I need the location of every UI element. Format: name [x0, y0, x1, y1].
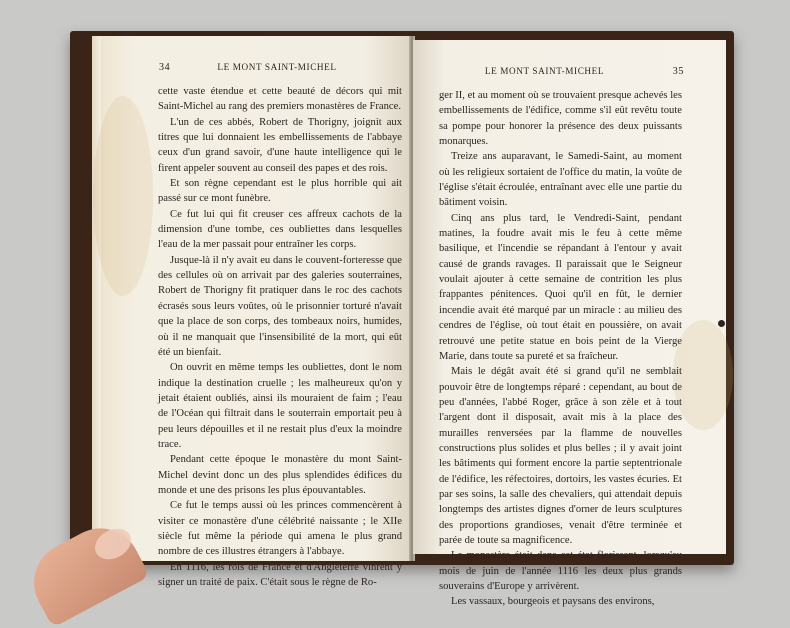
left-page-header	[103, 62, 411, 76]
paragraph: Ce fut lui qui fit creuser ces affreux cachots de la dimension d'une tombe, ces oubliettes dans lesquelles l'eau de la mer passait pour entraîner les corps.	[158, 208, 402, 251]
paragraph: Treize ans auparavant, le Samedi-Saint, au moment où les religieux sortaient de l'office du matin, la voûte de l'église s'était écroulée, entraînant avec elle une partie du bâtiment voisin.	[439, 151, 682, 209]
paragraph: Jusque-là il n'y avait eu dans le couvent-forteresse que des cellules où on arrivait par des galeries souterraines, Robert de Thorigny fit pratiquer dans le roc des cachots écrasés sous leurs voûtes, où le prisonnier torturé n'avait que la place de son corps, des tombeaux noirs, humides, où il ne manquait que l'insensibilité de la mort, qui eût été un bienfait.	[158, 254, 402, 358]
right-page	[413, 40, 726, 608]
paragraph: Et son règne cependant est le plus horrible qui ait passé sur ce mont funèbre.	[158, 178, 402, 205]
left-page	[103, 36, 411, 588]
left-page-text	[158, 84, 402, 590]
right-page-text	[439, 88, 682, 610]
right-page-header	[413, 66, 726, 80]
paragraph: En 1116, les rois de France et d'Angleterre vinrent y signer un traité de paix. C'était sous le règne de Ro-	[158, 561, 402, 588]
left-running-title: LE MONT SAINT-MICHEL	[217, 62, 337, 72]
paragraph: Les vassaux, bourgeois et paysans des environs,	[451, 596, 655, 608]
paragraph: On ouvrit en même temps les oubliettes, dont le nom indique la destination cruelle ; les malheureux qu'on y jetait étaient oubliés, ainsi ils mouraient de faim ; l'eau de l'Océan qui filtrait dans le souterrain emportait peu à peu leurs dépouilles et il ne restait plus d'eux la moindre trace.	[158, 362, 402, 450]
paper-stain	[93, 96, 153, 296]
right-running-title: LE MONT SAINT-MICHEL	[484, 66, 605, 76]
right-page-number: 35	[672, 66, 684, 77]
ink-mark	[718, 320, 725, 327]
left-page-number: 34	[159, 62, 171, 73]
paragraph: Mais le dégât avait été si grand qu'il ne semblait pouvoir être de longtemps réparé : cependant, au bout de peu d'années, l'abbé Roger, grâce à son zèle et à tout l'argent dont il disposait, avait mis à la place des murailles renversées par la flamme de nouvelles constructions plus solides et plus belles ; il y avait joint les bâtiments qui forment encore la partie septentrionale de l'édifice, les réfectoires, dortoirs, les vastes écuries. Et par ses soins, la salle des chevaliers, qui attendait depuis longtemps des artistes dignes d'orner de leurs sculptures des proportions grandioses, venait d'être terminée et parée de toute sa magnificence.	[439, 366, 682, 546]
paragraph: Le monastère était dans cet état florissant, lorsqu'au mois de juin de l'année 1116 les deux plus grands souverains d'Europe y arrivèrent.	[439, 550, 682, 592]
paragraph: ger II, et au moment où se trouvaient presque achevés les embellissements de l'édifice, comme s'il eût revêtu toute sa pompe pour honorer la présence des deux puissants monarques.	[439, 90, 682, 148]
paragraph: L'un de ces abbés, Robert de Thorigny, joignit aux titres que lui donnaient les embellissements de l'abbaye ceux d'un grand savoir, d'une haute intelligence qui le firent appeler souvent au conseil des papes et des rois.	[158, 116, 402, 174]
paper-stain	[673, 320, 733, 430]
paragraph: cette vaste étendue et cette beauté de décors qui mit Saint-Michel au rang des premiers monastères de France.	[158, 86, 402, 113]
paragraph: Cinq ans plus tard, le Vendredi-Saint, pendant matines, la foudre avait mis le feu à cette même basilique, et l'incendie se répandant à l'entour y avait causé de grands ravages. Il paraissait que le Seigneur voulait ajouter à cette semaine de contrition les plus frappantes pénitences. Quoi qu'il en fût, le dernier incendie avait été marqué par un miracle : au milieu des cendres de l'église, où tout était en poussière, on avait retrouvé une petite statue en bois peint de la Vierge Marie, dans toute sa pureté et sa fraîcheur.	[439, 212, 682, 362]
paragraph: Ce fut le temps aussi où les princes commencèrent à visiter ce monastère d'une célébrité naissante ; le XIIe siècle fut même la période qui amena le plus grand nombre de ces illustres étrangers à l'abbaye.	[158, 500, 402, 558]
paragraph: Pendant cette époque le monastère du mont Saint-Michel devint donc un des plus splendides édifices du monde et une des prisons les plus épouvantables.	[158, 454, 402, 496]
